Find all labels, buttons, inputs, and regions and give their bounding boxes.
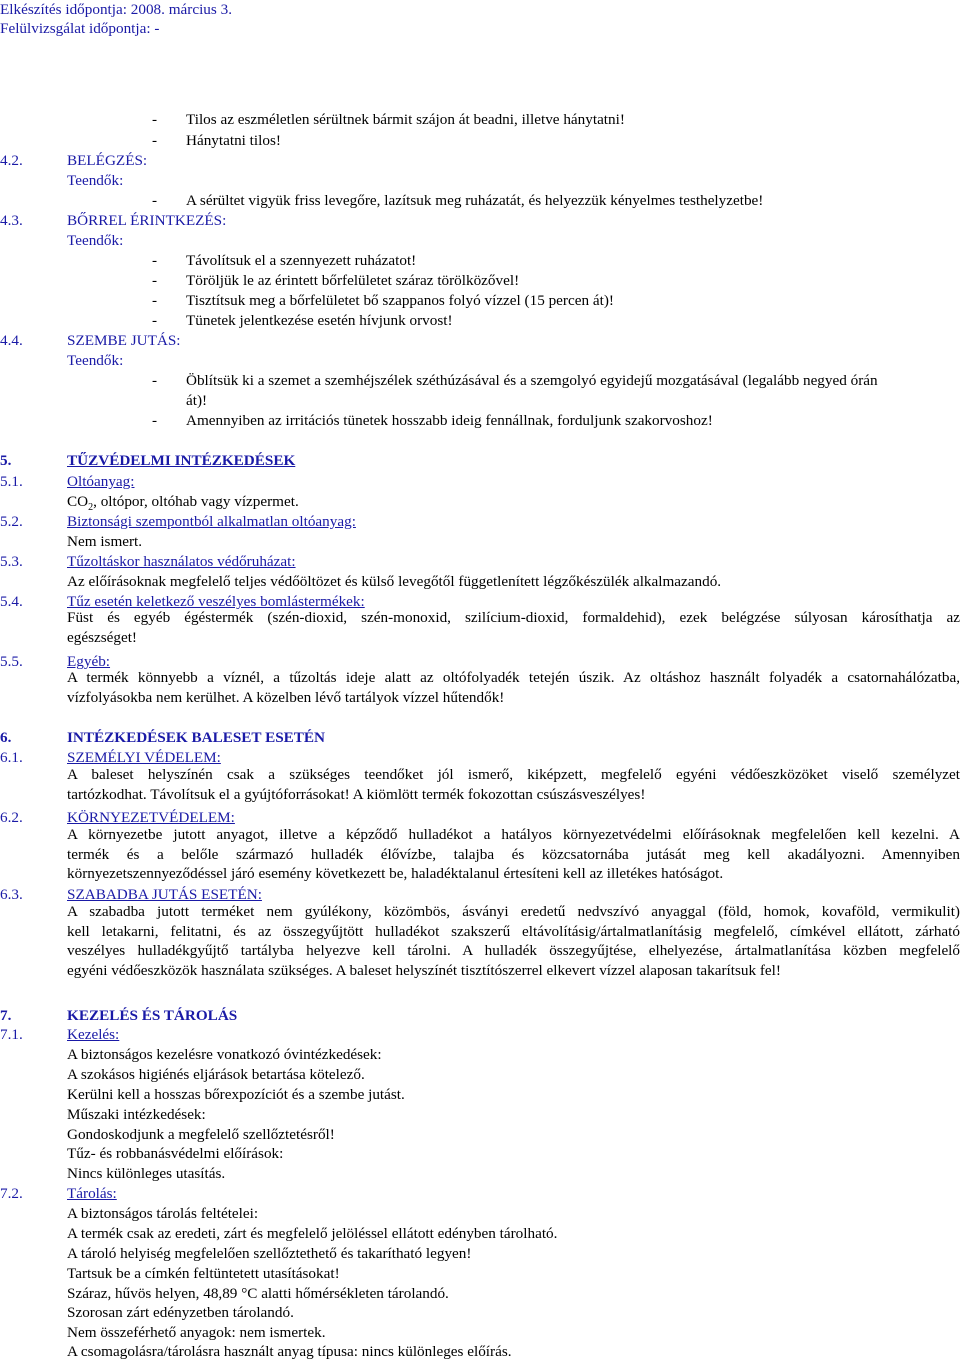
first-aid-line: Hánytatni tilos! xyxy=(186,132,281,149)
section-number: 5.5. xyxy=(0,653,23,670)
skin-instruction: Tisztítsuk meg a bőrfelületet bő szappanos folyó vízzel (15 percen át)! xyxy=(186,292,614,309)
bullet-dash: - xyxy=(152,272,158,289)
protective-text: Az előírásoknak megfelelő teljes védőöltözet és külső levegőtől függetlenített légzőkészülék alkalmazandó. xyxy=(67,573,722,590)
storage-line: Nem összeférhető anyagok: nem ismertek. xyxy=(67,1324,326,1341)
section-title-accident: INTÉZKEDÉSEK BALESET ESETÉN xyxy=(67,729,326,746)
spill-text: A szabadba jutott terméket nem gyúlékony, közömbös, ásványi eredetű nedvszívó anyaggal (föld, homok, kovaföld, vermikulit) kell letakarni, felitatni, és az összegyűjtött hulladékot szakszerű eltávolításig/ártalmatlanításig megfelelő, címkével ellátott, zárható veszélyes hulladékgyűjtő tartályba helyezve kell tárolni. A hulladék összegyűjtése, elhelyezése, ártalmatlanítása közben megfelelő egyéni védőeszközök használata szükséges. A baleset helyszínét tisztítószerrel elkevert vízzel alaposan takarítsuk fel! xyxy=(67,903,960,979)
skin-instruction: Távolítsuk el a szennyezett ruházatot! xyxy=(186,252,417,269)
section-number: 6.1. xyxy=(0,749,23,766)
section-number: 5.4. xyxy=(0,593,23,610)
subsection-title-environment: KÖRNYEZETVÉDELEM: xyxy=(67,809,235,826)
unsuitable-text: Nem ismert. xyxy=(67,533,143,550)
bullet-dash: - xyxy=(152,292,158,309)
subsection-title-storage: Tárolás: xyxy=(67,1185,117,1202)
subsection-title-unsuitable: Biztonsági szempontból alkalmatlan oltóanyag: xyxy=(67,513,356,530)
eye-instruction: Amennyiben az irritációs tünetek hosszabb ideig fennállnak, forduljunk szakorvoshoz! xyxy=(186,412,713,429)
storage-line: Száraz, hűvös helyen, 48,89 °C alatti hőmérsékleten tárolandó. xyxy=(67,1285,449,1302)
storage-line: A csomagolásra/tárolásra használt anyag típusa: nincs különleges előírás. xyxy=(67,1343,512,1360)
storage-line: Tartsuk be a címkén feltüntetett utasításokat! xyxy=(67,1265,340,1282)
bullet-dash: - xyxy=(152,192,158,209)
section-title-skin: BŐRREL ÉRINTKEZÉS: xyxy=(67,212,227,229)
created-date: Elkészítés időpontja: 2008. március 3. xyxy=(0,1,232,18)
bullet-dash: - xyxy=(152,372,158,389)
section-number: 4.4. xyxy=(0,332,23,349)
bullet-dash: - xyxy=(152,132,158,149)
inhalation-instruction: A sérültet vigyük friss levegőre, lazítsuk meg ruházatát, és helyezzük kényelmes testhelyzetbe! xyxy=(186,192,764,209)
bullet-dash: - xyxy=(152,312,158,329)
handling-line: Gondoskodjunk a megfelelő szellőztetésről! xyxy=(67,1126,335,1143)
skin-instruction: Töröljük le az érintett bőrfelületet száraz törölközővel! xyxy=(186,272,520,289)
section-number: 5.3. xyxy=(0,553,23,570)
other-text: A termék könnyebb a víznél, a tűzoltás ideje alatt az oltófolyadék tetején úszik. Az oltáshoz használt folyadék a csatornahálózatba, vízfolyásokba nem kerülhet. A közelben lévő tartályok vízzel hűtendők! xyxy=(67,669,960,706)
teendok-label: Teendők: xyxy=(67,172,124,189)
first-aid-line: Tilos az eszméletlen sérültnek bármit szájon át beadni, illetve hánytatni! xyxy=(186,111,625,128)
revised-date: Felülvizsgálat időpontja: - xyxy=(0,20,160,37)
section-number: 4.2. xyxy=(0,152,23,169)
section-number: 5.2. xyxy=(0,513,23,530)
handling-line: A biztonságos kezelésre vonatkozó óvintézkedések: xyxy=(67,1046,382,1063)
subsection-title-other: Egyéb: xyxy=(67,653,111,670)
teendok-label: Teendők: xyxy=(67,232,124,249)
section-number: 7.1. xyxy=(0,1026,23,1043)
subsection-title-spill: SZABADBA JUTÁS ESETÉN: xyxy=(67,886,262,903)
handling-line: Műszaki intézkedések: xyxy=(67,1106,206,1123)
section-number: 6. xyxy=(0,729,12,746)
section-title-handling: KEZELÉS ÉS TÁROLÁS xyxy=(67,1007,238,1024)
section-title-eye: SZEMBE JUTÁS: xyxy=(67,332,181,349)
section-number: 5. xyxy=(0,452,12,469)
subsection-title-personal: SZEMÉLYI VÉDELEM: xyxy=(67,749,221,766)
section-number: 6.2. xyxy=(0,809,23,826)
storage-line: A termék csak az eredeti, zárt és megfelelő jelöléssel ellátott edényben tárolható. xyxy=(67,1225,558,1242)
eye-instruction: Öblítsük ki a szemet a szemhéjszélek széthúzásával és a szemgolyó egyidejű mozgatásával (legalább negyed órán xyxy=(186,372,878,389)
section-number: 5.1. xyxy=(0,473,23,490)
decomposition-text: Füst és egyéb égéstermék (szén-dioxid, szén-monoxid, szilícium-dioxid, formaldehid), ezek belégzése súlyosan károsíthatja az egészséget! xyxy=(67,609,960,646)
extinguisher-text: $CO_2$, oltópor, oltóhab vagy vízpermet. xyxy=(67,493,299,514)
section-number: 6.3. xyxy=(0,886,23,903)
storage-line: A tároló helyiség megfelelően szellőztethető és takarítható legyen! xyxy=(67,1245,472,1262)
bullet-dash: - xyxy=(152,252,158,269)
handling-line: A szokásos higiénés eljárások betartása kötelező. xyxy=(67,1066,365,1083)
section-title-fire: TŰZVÉDELMI INTÉZKEDÉSEK xyxy=(67,452,296,469)
subsection-title-protective: Tűzoltáskor használatos védőruházat: xyxy=(67,553,296,570)
bullet-dash: - xyxy=(152,412,158,429)
handling-line: Tűz- és robbanásvédelmi előírások: xyxy=(67,1145,284,1162)
subsection-title-extinguisher: Oltóanyag: xyxy=(67,473,135,490)
section-number: 4.3. xyxy=(0,212,23,229)
section-title-inhalation: BELÉGZÉS: xyxy=(67,152,148,169)
eye-instruction: át)! xyxy=(186,392,208,409)
handling-line: Kerülni kell a hosszas bőrexpozíciót és a szembe jutást. xyxy=(67,1086,405,1103)
environment-text: A környezetbe jutott anyagot, illetve a képződő hulladékot a hatályos környezetvédelmi előírásoknak megfelelően kell kezelni. A termék és a belőle származó hulladék élővízbe, talajba és közcsatornába jutását meg kell akadályozni. Amennyiben környezetszennyeződéssel járó esemény következett be, haladéktalanul értesíteni kell az illetékes hatóságot. xyxy=(67,826,960,883)
storage-line: Szorosan zárt edényzetben tárolandó. xyxy=(67,1304,294,1321)
handling-line: Nincs különleges utasítás. xyxy=(67,1165,226,1182)
bullet-dash: - xyxy=(152,111,158,128)
personal-text: A baleset helyszínén csak a szükséges teendőket jól ismerő, kiképzett, megfelelő egyéni védőeszközöket viselő személyzet tartózkodhat. Távolítsuk el a gyújtóforrásokat! A kiömlött termék fokozottan csúszásveszélyes! xyxy=(67,766,960,803)
skin-instruction: Tünetek jelentkezése esetén hívjunk orvost! xyxy=(186,312,453,329)
subsection-title-handling: Kezelés: xyxy=(67,1026,120,1043)
storage-line: A biztonságos tárolás feltételei: xyxy=(67,1205,259,1222)
teendok-label: Teendők: xyxy=(67,352,124,369)
section-number: 7. xyxy=(0,1007,12,1024)
section-number: 7.2. xyxy=(0,1185,23,1202)
subsection-title-decomposition: Tűz esetén keletkező veszélyes bomlástermékek: xyxy=(67,593,365,610)
